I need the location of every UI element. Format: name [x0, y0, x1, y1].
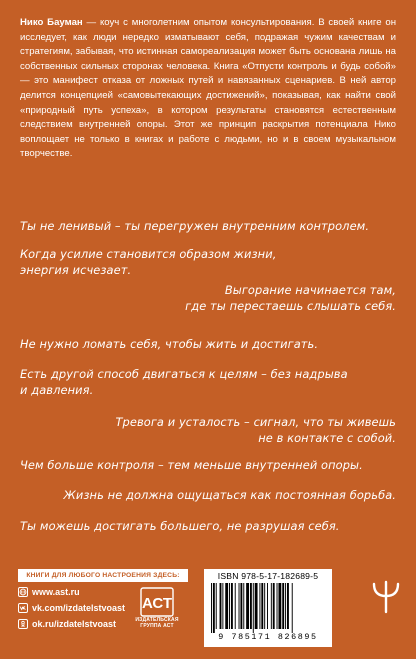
barcode-bar — [278, 583, 281, 629]
barcode-bar — [229, 583, 230, 629]
barcode-bar — [264, 583, 265, 629]
barcode-bar — [287, 583, 289, 629]
barcode-bar — [222, 583, 223, 629]
globe-icon — [18, 587, 28, 597]
barcode — [209, 583, 327, 633]
publisher-logo — [130, 587, 184, 635]
barcode-bar — [211, 583, 212, 633]
barcode-bar — [292, 583, 293, 633]
quote-3: Выгорание начинается там, где ты перестаешь слышать себя. — [185, 283, 396, 313]
vk-icon — [18, 603, 28, 613]
link-website[interactable] — [18, 585, 80, 599]
barcode-bar — [250, 583, 252, 629]
link-ok[interactable] — [18, 617, 116, 631]
barcode-digits: 9 785171 826895 — [218, 632, 318, 642]
barcode-bar — [271, 583, 272, 629]
barcode-block — [204, 569, 332, 647]
barcode-bar — [267, 583, 268, 629]
link-website-text: www.ast.ru — [32, 587, 80, 597]
isbn-text: ISBN 978-5-17-182689-5 — [217, 571, 319, 581]
barcode-bar — [273, 583, 275, 629]
ast-logo-text: АСТ — [141, 595, 173, 612]
barcode-bar — [220, 583, 222, 629]
barcode-bar — [239, 583, 240, 629]
barcode-bar — [213, 583, 215, 633]
ast-logo-icon — [140, 587, 174, 617]
barcode-bar — [235, 583, 236, 629]
barcode-bar — [231, 583, 233, 629]
barcode-bar — [243, 583, 244, 629]
quote-1: Ты не ленивый – ты перегружен внутренним контролем. — [20, 219, 370, 233]
quote-6: Тревога и усталость – сигнал, что ты живешь не в контакте с собой. — [115, 415, 396, 445]
author-name: Нико Бауман — [20, 17, 83, 28]
barcode-bar — [259, 583, 260, 629]
quote-8: Жизнь не должна ощущаться как постоянная борьба. — [63, 488, 396, 502]
link-ok-text: ok.ru/izdatelstvoast — [32, 619, 117, 629]
books-banner: КНИГИ ДЛЯ ЛЮБОГО НАСТРОЕНИЯ ЗДЕСЬ: — [18, 569, 188, 582]
ok-icon — [18, 619, 28, 629]
barcode-bar — [285, 583, 286, 629]
link-vk[interactable] — [18, 601, 125, 615]
barcode-bar — [216, 583, 217, 629]
author-bio: — коуч с многолетним опытом консультирования. В своей книге он исследует, как люди нередко изматывают себя, подражая чужим качествам и стратегиям, забывая, что истинная самореализация может быть основана лишь на собственных сильных сторонах человека. Книга «Отпусти контроль и будь собой» — это манифест отказа от ложных путей и навязанных сценариев. В ней автор делится концепцией «самовытекающих достижений», показывая, как найти свой «природный путь успеха», в котором результаты становятся естественным следствием внутренней опоры. Этот же принцип раскрытия потенциала Нико воплощает не только в книгах и работе с людьми, но и в своем музыкальном творчестве. — [20, 17, 396, 160]
quote-7: Чем больше контроля – тем меньше внутренней опоры. — [20, 458, 363, 472]
barcode-bar — [255, 583, 258, 629]
author-description — [20, 16, 396, 162]
quote-4: Не нужно ломать себя, чтобы жить и достигать. — [20, 337, 319, 351]
barcode-bar — [261, 583, 263, 629]
quote-5: Есть другой способ двигаться к целям – без надрыва и давления. — [20, 367, 348, 397]
link-vk-text: vk.com/izdatelstvoast — [32, 603, 126, 613]
quote-9: Ты можешь достигать большего, не разрушая себя. — [20, 519, 340, 533]
quote-2: Когда усилие становится образом жизни, энергия исчезает. — [20, 247, 277, 277]
barcode-bar — [277, 583, 278, 629]
barcode-bar — [225, 583, 228, 629]
publisher-caption: ИЗДАТЕЛЬСКАЯ ГРУППА АСТ — [135, 617, 179, 629]
barcode-bar — [253, 583, 254, 633]
barcode-bar — [246, 583, 249, 629]
barcode-bar — [240, 583, 242, 629]
psi-symbol-icon — [371, 580, 401, 614]
barcode-bar — [282, 583, 284, 629]
